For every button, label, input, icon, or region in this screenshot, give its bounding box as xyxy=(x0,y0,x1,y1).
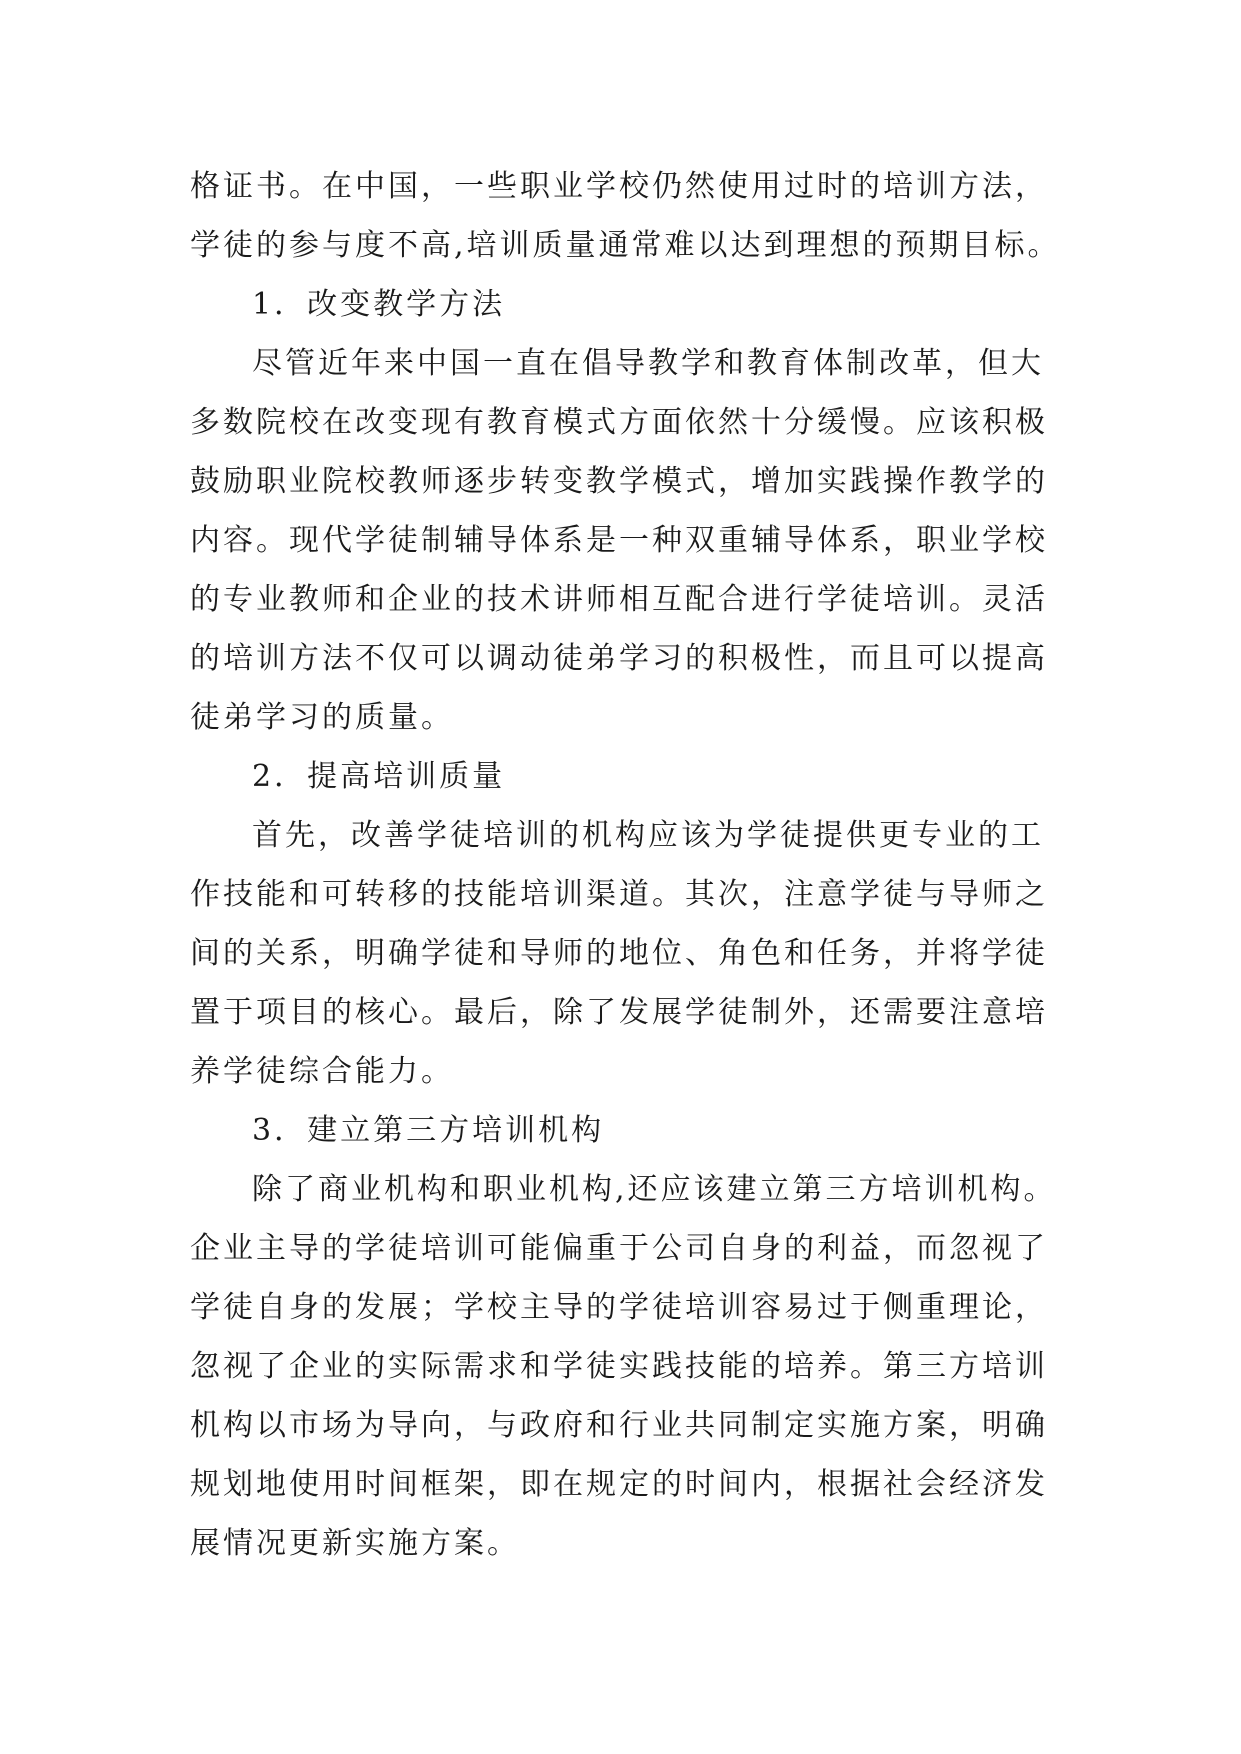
paragraph-line: 企业主导的学徒培训可能偏重于公司自身的利益，而忽视了 xyxy=(190,1231,1048,1266)
paragraph-line: 规划地使用时间框架，即在规定的时间内，根据社会经济发 xyxy=(190,1467,1048,1502)
section-heading-2: 2．提高培训质量 xyxy=(252,759,506,794)
paragraph-line: 作技能和可转移的技能培训渠道。其次，注意学徒与导师之 xyxy=(190,877,1048,912)
paragraph-line: 忽视了企业的实际需求和学徒实践技能的培养。第三方培训 xyxy=(190,1349,1048,1384)
paragraph-line: 的专业教师和企业的技术讲师相互配合进行学徒培训。灵活 xyxy=(190,582,1048,617)
paragraph-line: 养学徒综合能力。 xyxy=(190,1054,454,1089)
paragraph-line: 内容。现代学徒制辅导体系是一种双重辅导体系，职业学校 xyxy=(190,523,1048,558)
paragraph-line: 展情况更新实施方案。 xyxy=(190,1526,520,1561)
paragraph-line: 多数院校在改变现有教育模式方面依然十分缓慢。应该积极 xyxy=(190,405,1048,440)
section-heading-3: 3．建立第三方培训机构 xyxy=(252,1113,605,1148)
paragraph-first-line: 首先，改善学徒培训的机构应该为学徒提供更专业的工 xyxy=(252,818,1044,853)
paragraph-line: 学徒的参与度不高,培训质量通常难以达到理想的预期目标。 xyxy=(190,228,1061,263)
paragraph-line: 的培训方法不仅可以调动徒弟学习的积极性，而且可以提高 xyxy=(190,641,1048,676)
section-heading-1: 1．改变教学方法 xyxy=(252,287,506,322)
paragraph-line: 置于项目的核心。最后，除了发展学徒制外，还需要注意培 xyxy=(190,995,1048,1030)
paragraph-line: 机构以市场为导向，与政府和行业共同制定实施方案，明确 xyxy=(190,1408,1048,1443)
paragraph-line: 学徒自身的发展；学校主导的学徒培训容易过于侧重理论， xyxy=(190,1290,1048,1325)
body-text xyxy=(190,157,1090,1573)
paragraph-line: 徒弟学习的质量。 xyxy=(190,700,454,735)
paragraph-first-line: 除了商业机构和职业机构,还应该建立第三方培训机构。 xyxy=(252,1172,1057,1207)
paragraph-first-line: 尽管近年来中国一直在倡导教学和教育体制改革，但大 xyxy=(252,346,1044,381)
paragraph-line: 间的关系，明确学徒和导师的地位、角色和任务，并将学徒 xyxy=(190,936,1048,971)
paragraph-line: 鼓励职业院校教师逐步转变教学模式，增加实践操作教学的 xyxy=(190,464,1048,499)
paragraph-line: 格证书。在中国，一些职业学校仍然使用过时的培训方法， xyxy=(190,169,1048,204)
